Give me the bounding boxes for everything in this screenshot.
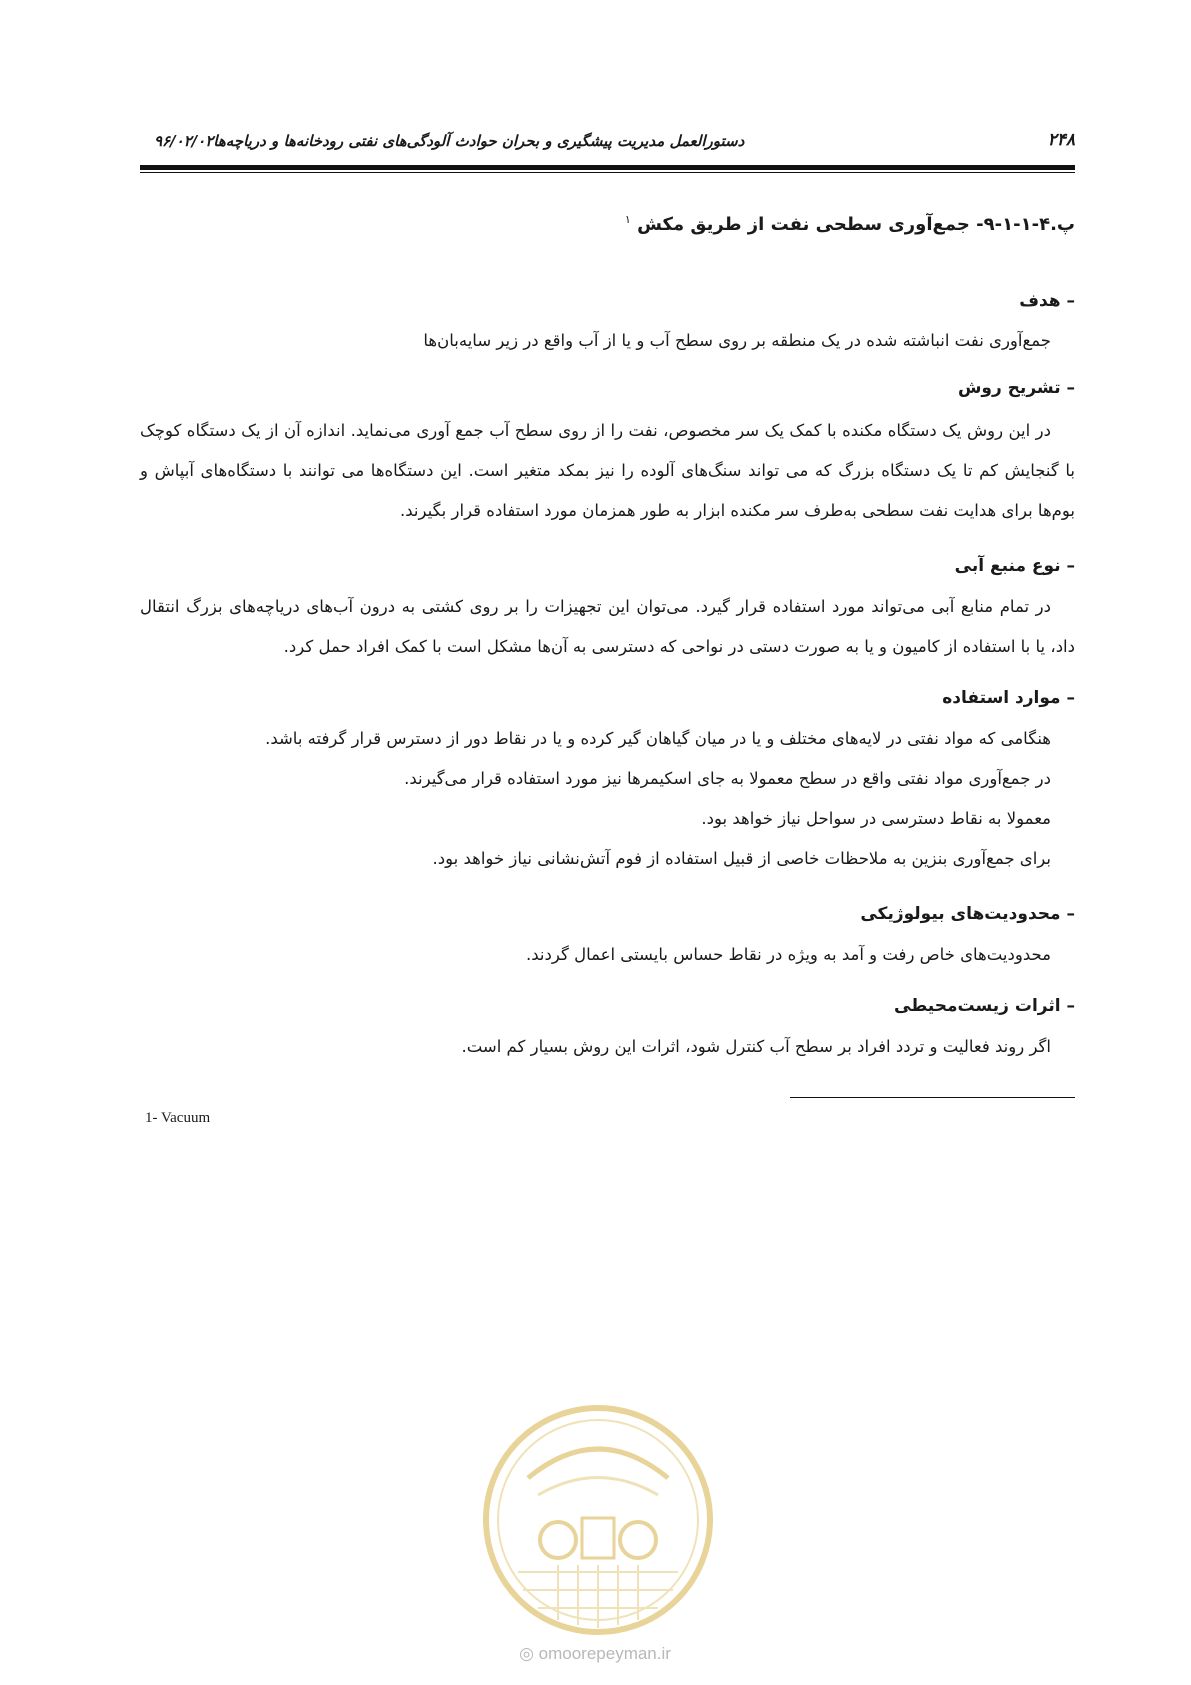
bio-limits-text: محدودیت‌های خاص رفت و آمد به ویژه در نقاط حساس بایستی اعمال گردند. xyxy=(526,945,1051,964)
running-title-date: ۹۶/۰۲/۰۲ xyxy=(154,132,214,150)
watermark-site-text: omoorepeyman.ir xyxy=(538,1644,671,1663)
goal-text: جمع‌آوری نفت انباشته شده در یک منطقه بر روی سطح آب و یا از آب واقع در زیر سایه‌بان‌ها xyxy=(423,331,1051,350)
watermark-site: ◎ omoorepeyman.ir xyxy=(519,1644,671,1663)
footnote-marker: ۱ xyxy=(624,213,631,226)
uses-item: هنگامی که مواد نفتی در لایه‌های مختلف و یا در میان گیاهان گیر کرده و یا در نقاط دور از دسترس قرار گرفته باشد. xyxy=(265,729,1051,748)
water-type-heading: – نوع منبع آبی xyxy=(954,556,1075,576)
header-rule-thin xyxy=(140,172,1075,173)
method-heading: – تشریح روش xyxy=(957,378,1075,398)
goal-heading: – هدف xyxy=(1019,291,1075,311)
bio-limits-heading: – محدودیت‌های بیولوژیکی xyxy=(860,904,1075,924)
watermark-logo xyxy=(478,1400,718,1640)
header-rule-thick xyxy=(140,165,1075,170)
page-number: ۲۴۸ xyxy=(1047,130,1075,150)
uses-item: در جمع‌آوری مواد نفتی واقع در سطح معمولا به جای اسکیمرها نیز مورد استفاده قرار می‌گیرند. xyxy=(404,769,1051,788)
env-effects-heading: – اثرات زیست‌محیطی xyxy=(894,996,1075,1016)
uses-item: معمولا به نقاط دسترسی در سواحل نیاز خواهد بود. xyxy=(701,809,1051,828)
running-title xyxy=(140,132,744,150)
env-effects-text: اگر روند فعالیت و تردد افراد بر سطح آب کنترل شود، اثرات این روش بسیار کم است. xyxy=(461,1037,1051,1056)
method-text: در این روش یک دستگاه مکنده با کمک یک سر مخصوص، نفت را از روی سطح آب جمع آوری می‌نماید. اندازه آن از یک دستگاه کوچک با گنجایش کم تا یک دستگاه بزرگ که می تواند سنگ‌های آلوده را نیز بمکد متغیر است. این دستگاه‌ها می توانند با دستگاه‌های آبپاش و بوم‌ها برای هدایت نفت سطحی به‌طرف سر مکنده ابزار به طور همزمان مورد استفاده قرار بگیرند. xyxy=(140,421,1075,520)
section-title-text: پ.۴-۱-۱-۹- جمع‌آوری سطحی نفت از طریق مکش xyxy=(637,214,1075,235)
footnote: 1- Vacuum xyxy=(145,1110,211,1126)
running-title-text: دستورالعمل مدیریت پیشگیری و بحران حوادث آلودگی‌های نفتی رودخانه‌ها و دریاچه‌ها xyxy=(213,132,745,150)
page-header xyxy=(140,130,1075,160)
water-type-text: در تمام منابع آبی می‌تواند مورد استفاده قرار گیرد. می‌توان این تجهیزات را بر روی کشتی به درون آب‌های دریاچه‌های بزرگ انتقال داد، یا با استفاده از کامیون و یا به صورت دستی در نواحی که دسترسی به آن‌ها مشکل است با کمک افراد حمل کرد. xyxy=(140,597,1075,656)
main-content xyxy=(140,205,1075,1067)
uses-item: برای جمع‌آوری بنزین به ملاحظات خاصی از قبیل استفاده از فوم آتش‌نشانی نیاز خواهد بود. xyxy=(432,849,1051,868)
section-title xyxy=(140,205,1075,240)
footnote-rule xyxy=(790,1097,1075,1098)
uses-heading: – موارد استفاده xyxy=(942,688,1075,708)
